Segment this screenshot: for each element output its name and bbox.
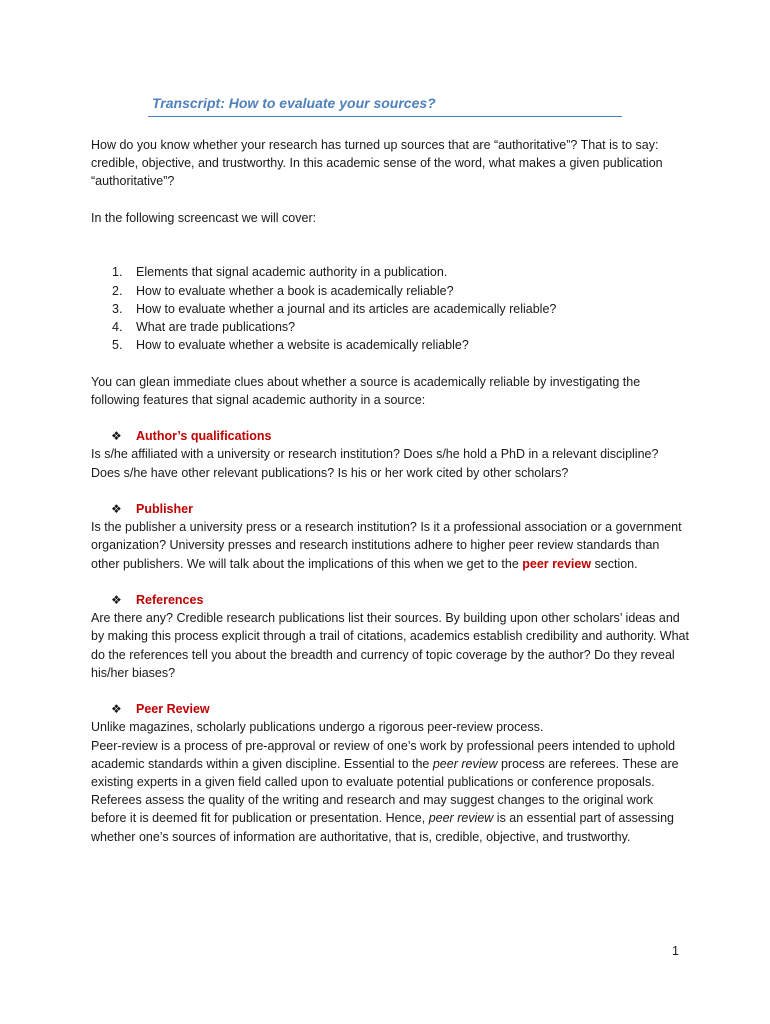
diamond-bullet-icon: ❖ (111, 429, 122, 444)
diamond-bullet-icon: ❖ (111, 702, 122, 717)
section-heading-peer-review: ❖ Peer Review (91, 700, 691, 718)
authors-paragraph: Is s/he affiliated with a university or research institution? Does s/he hold a PhD in a relevant discipline? Does s/he have other relevant publications? Is his or her work cited by other scholars? (91, 447, 659, 480)
list-item: 1. Elements that signal academic authority in a publication. (112, 265, 448, 280)
section-heading-references: ❖ References (91, 591, 691, 609)
list-item: 4. What are trade publications? (112, 320, 296, 334)
references-paragraph: Are there any? Credible research publications list their sources. By building upon other scholars’ ideas and by making this process explicit through a trail of citations, academics establish credibility and authority. What do the references tell you about the breadth and currency of topic coverage by the author? Do they reveal his/her biases? (91, 611, 689, 680)
document-title: Transcript: How to evaluate your sources? (152, 95, 436, 111)
list-item: 5. How to evaluate whether a website is academically reliable? (112, 338, 469, 353)
page-number: 1 (672, 944, 679, 958)
cover-intro-paragraph: In the following screencast we will cover: (91, 210, 317, 225)
diamond-bullet-icon: ❖ (111, 501, 122, 516)
list-item: 3. How to evaluate whether a journal and its articles are academically reliable? (112, 301, 557, 316)
document-body (91, 136, 691, 846)
intro-paragraph: How do you know whether your research has turned up sources that are “authoritative”? That is to say: credible, objective, and trustworthy. In this academic sense of the word, what makes a given publication “authoritative”? (91, 138, 663, 189)
publisher-paragraph: Is the publisher a university press or a research institution? Is it a professional association or a government organization? University presses and research institutions adhere to higher peer review standards than other publishers. We will talk about the implications of this when we get to the peer review section. (91, 520, 682, 571)
section-heading-publisher: ❖ Publisher (91, 500, 691, 518)
section-heading-authors: ❖ Author’s qualifications (91, 427, 691, 445)
spacer (91, 227, 691, 245)
title-underline (148, 116, 622, 117)
peer-review-line: Unlike magazines, scholarly publications undergo a rigorous peer-review process. (91, 720, 544, 735)
peer-review-paragraph: Peer-review is a process of pre-approval or review of one’s work by professional peers intended to uphold academic standards within a given discipline. Essential to the peer review process are referees. These are existing experts in a given field called upon to evaluate potential publications or conference proposals. Referees assess the quality of the writing and research and may suggest changes to the original work before it is deemed fit for publication or presentation. Hence, peer review is an essential part of assessing whether one’s sources of information are authoritative, that is, credible, objective, and trustworthy. (91, 738, 679, 844)
list-item: 2. How to evaluate whether a book is academically reliable? (112, 283, 454, 298)
diamond-bullet-icon: ❖ (111, 592, 122, 607)
topics-list (91, 263, 691, 354)
clues-paragraph: You can glean immediate clues about whether a source is academically reliable by investigating the following features that signal academic authority in a source: (91, 374, 641, 407)
peer-review-reference: peer review (522, 556, 592, 571)
